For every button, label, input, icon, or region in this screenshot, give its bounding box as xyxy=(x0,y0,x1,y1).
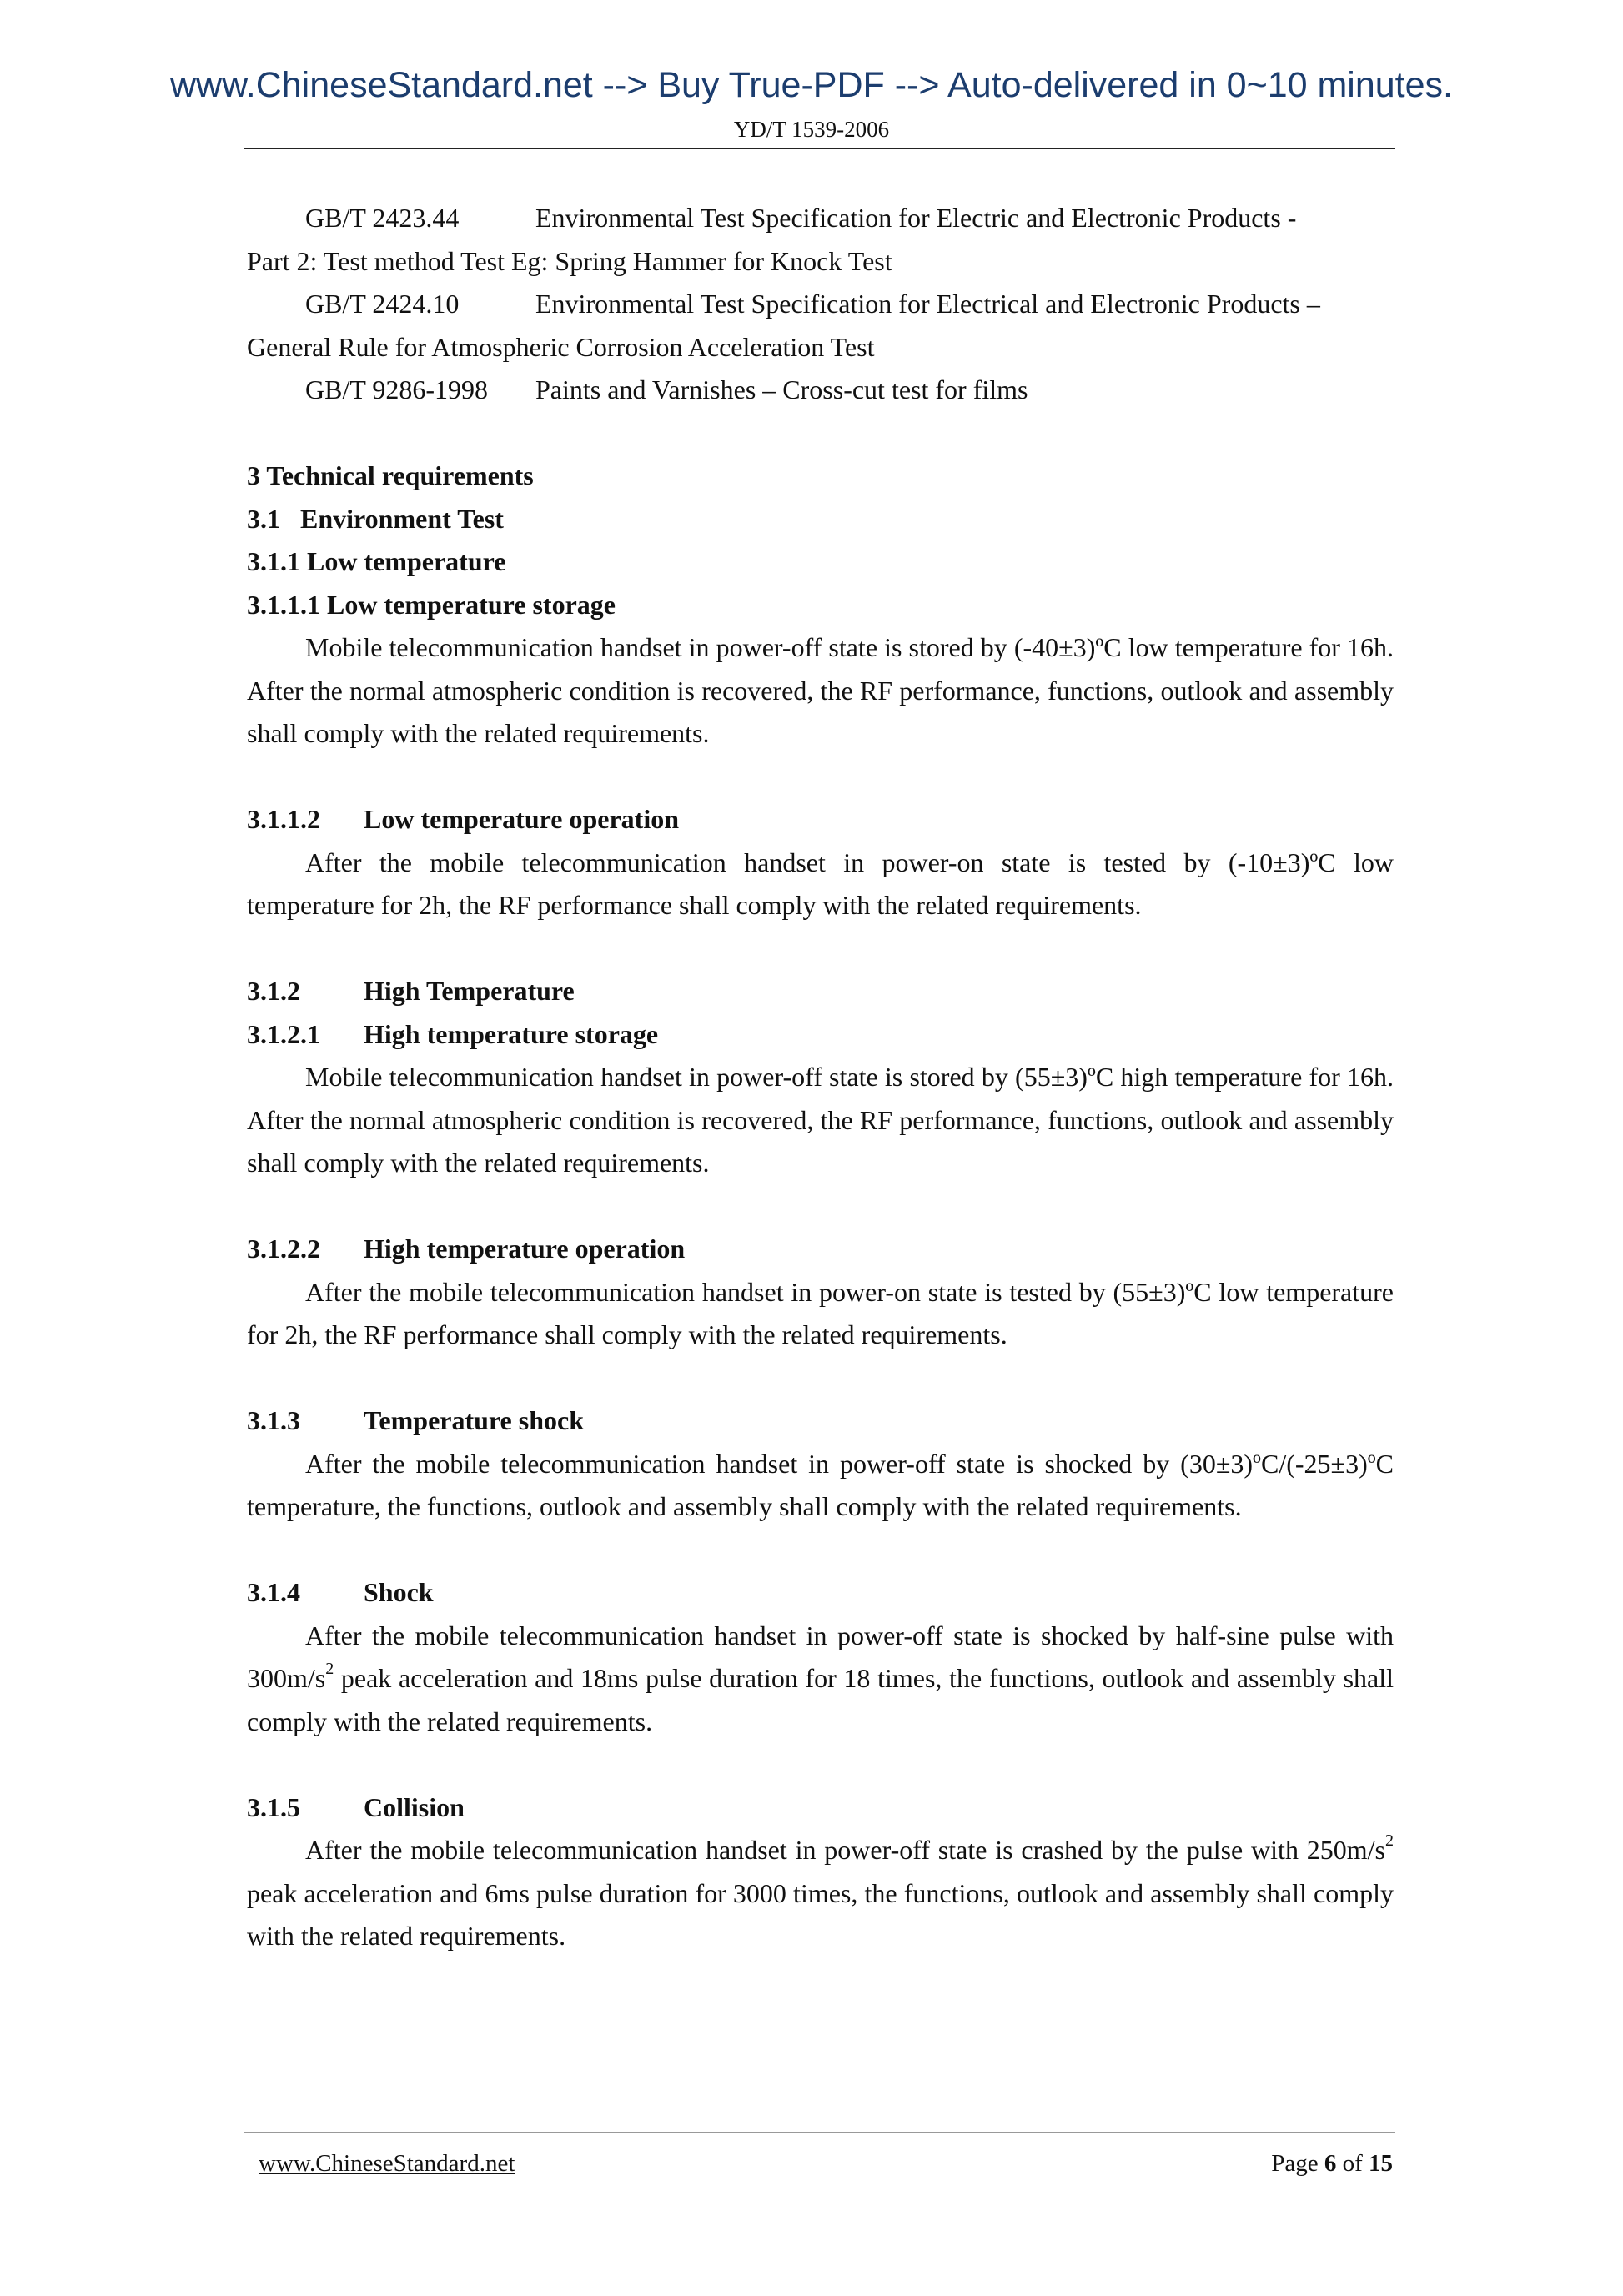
section-heading-3-1-5 xyxy=(247,1786,1394,1830)
section-heading-3-1-3 xyxy=(247,1399,1394,1443)
paragraph-text: peak acceleration and 18ms pulse duration for 18 times, the functions, outlook and assembly shall comply with the related requirements. xyxy=(247,1663,1394,1736)
reference-code: GB/T 2423.44 xyxy=(305,203,460,233)
header-divider xyxy=(244,148,1395,149)
spacer xyxy=(247,1185,1394,1228)
paragraph-text: After the mobile telecommunication handset in power-off state is crashed by the pulse with 250m/s xyxy=(305,1835,1385,1865)
section-heading-3-1-2 xyxy=(247,970,1394,1013)
spacer xyxy=(247,1529,1394,1572)
section-title: Shock xyxy=(364,1577,434,1607)
section-title: Collision xyxy=(364,1791,465,1822)
standard-code: YD/T 1539-2006 xyxy=(733,117,890,142)
page-total: 15 xyxy=(1369,2150,1393,2177)
paragraph-low-temp-operation: After the mobile telecommunication handset in power-on state is tested by (-10±3)ºC low temperature for 2h, the RF performance shall comply with the related requirements. xyxy=(247,847,1394,920)
section-number: 3.1.1.2 xyxy=(247,804,320,834)
section-heading-3-1-1-2 xyxy=(247,798,1394,842)
footer-divider xyxy=(244,2132,1395,2133)
paragraph-high-temp-storage: Mobile telecommunication handset in power-off state is stored by (55±3)ºC high temperature for 16h. After the normal atmospheric condition is recovered, the RF performance, functions, outlook and assembly shall comply with the related requirements. xyxy=(247,1062,1394,1178)
reference-entry xyxy=(247,197,1394,240)
spacer xyxy=(247,412,1394,455)
paragraph-high-temp-operation: After the mobile telecommunication handset in power-on state is tested by (55±3)ºC low temperature for 2h, the RF performance shall comply with the related requirements. xyxy=(247,1276,1394,1349)
page-number xyxy=(1271,2150,1393,2178)
section-title: High temperature operation xyxy=(364,1233,686,1264)
section-title: Low temperature operation xyxy=(364,804,679,834)
section-heading-3: 3 Technical requirements xyxy=(247,460,534,490)
section-heading-3-1 xyxy=(247,498,1394,541)
section-number: 3.1.3 xyxy=(247,1405,300,1435)
section-number: 3.1.4 xyxy=(247,1577,300,1607)
spacer xyxy=(247,927,1394,971)
section-title: High temperature storage xyxy=(364,1018,659,1049)
page-current: 6 xyxy=(1324,2150,1337,2177)
section-number: 3.1.2.2 xyxy=(247,1233,320,1264)
paragraph-low-temp-storage: Mobile telecommunication handset in power-off state is stored by (-40±3)ºC low temperature for 16h. After the normal atmospheric condition is recovered, the RF performance, functions, outlook and assembly shall comply with the related requirements. xyxy=(247,632,1394,748)
section-number: 3.1 xyxy=(247,503,280,534)
page-footer xyxy=(259,2150,1393,2178)
section-number: 3.1.5 xyxy=(247,1791,300,1822)
page-of: of xyxy=(1342,2150,1363,2177)
reference-entry xyxy=(247,369,1394,412)
footer-site-link[interactable]: www.ChineseStandard.net xyxy=(259,2150,515,2177)
paragraph-collision xyxy=(247,1829,1394,1958)
section-heading-3-1-1-1: 3.1.1.1 Low temperature storage xyxy=(247,589,616,620)
reference-title: Paints and Varnishes – Cross-cut test for films xyxy=(535,374,1028,404)
reference-entry xyxy=(247,283,1394,326)
reference-title-continued: Part 2: Test method Test Eg: Spring Hammer for Knock Test xyxy=(247,245,892,276)
section-heading-3-1-2-2 xyxy=(247,1228,1394,1271)
section-title: High Temperature xyxy=(364,976,575,1006)
section-heading-3-1-1: 3.1.1 Low temperature xyxy=(247,546,506,576)
paragraph-text: After the mobile telecommunication handset in power-off state is shocked by half-sine pulse with 300m/s xyxy=(247,1620,1394,1693)
paragraph-text: peak acceleration and 6ms pulse duration for 3000 times, the functions, outlook and assembly shall comply with the related requirements. xyxy=(247,1877,1394,1951)
document-body xyxy=(247,197,1394,1958)
reference-title: Environmental Test Specification for Electrical and Electronic Products – xyxy=(535,289,1320,319)
reference-title: Environmental Test Specification for Electric and Electronic Products - xyxy=(535,203,1297,233)
spacer xyxy=(247,756,1394,799)
section-title: Environment Test xyxy=(300,503,504,534)
reference-code: GB/T 9286-1998 xyxy=(305,374,488,404)
header-banner[interactable]: www.ChineseStandard.net --> Buy True-PDF --> Auto-delivered in 0~10 minutes. xyxy=(169,65,1453,105)
reference-title-continued: General Rule for Atmospheric Corrosion Acceleration Test xyxy=(247,331,875,362)
section-heading-3-1-2-1 xyxy=(247,1013,1394,1057)
superscript: 2 xyxy=(325,1660,334,1679)
spacer xyxy=(247,1357,1394,1400)
page-label: Page xyxy=(1271,2150,1319,2177)
spacer xyxy=(247,1743,1394,1786)
paragraph-temperature-shock: After the mobile telecommunication handset in power-off state is shocked by (30±3)ºC/(-25±3)ºC temperature, the functions, outlook and assembly shall comply with the related requirements. xyxy=(247,1448,1394,1521)
section-number: 3.1.2.1 xyxy=(247,1018,320,1049)
reference-code: GB/T 2424.10 xyxy=(305,289,460,319)
superscript: 2 xyxy=(1385,1831,1394,1851)
section-number: 3.1.2 xyxy=(247,976,300,1006)
paragraph-shock xyxy=(247,1615,1394,1744)
section-heading-3-1-4 xyxy=(247,1571,1394,1615)
section-title: Temperature shock xyxy=(364,1405,584,1435)
